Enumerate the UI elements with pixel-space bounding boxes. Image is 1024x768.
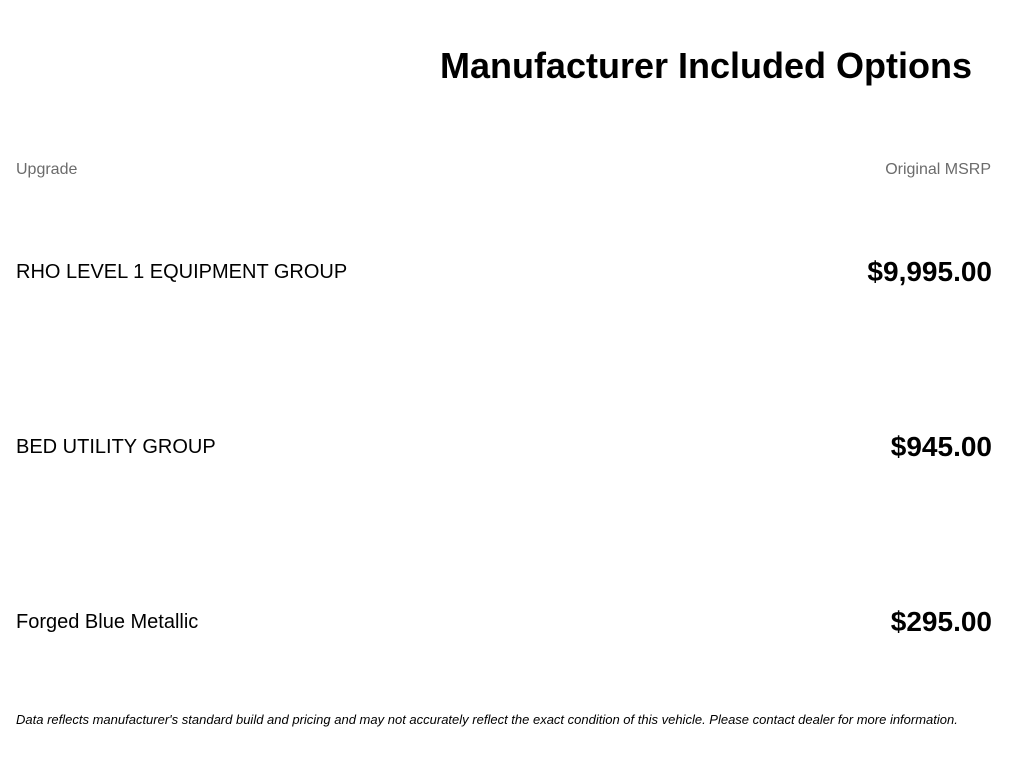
option-name: BED UTILITY GROUP (16, 436, 216, 458)
page-title: Manufacturer Included Options (439, 45, 972, 86)
option-row (16, 427, 992, 467)
option-row (16, 252, 992, 292)
option-price: $295.00 (890, 606, 992, 637)
option-row (16, 602, 992, 642)
option-price: $9,995.00 (867, 256, 992, 287)
upgrade-column-header: Upgrade (16, 161, 78, 178)
msrp-column-header: Original MSRP (885, 161, 991, 178)
option-name: Forged Blue Metallic (16, 611, 199, 633)
disclaimer-text: Data reflects manufacturer's standard build and pricing and may not accurately reflect the exact condition of this vehicle. Please contact dealer for more information. (16, 712, 958, 727)
option-price: $945.00 (890, 431, 992, 462)
option-name: RHO LEVEL 1 EQUIPMENT GROUP (16, 261, 348, 283)
